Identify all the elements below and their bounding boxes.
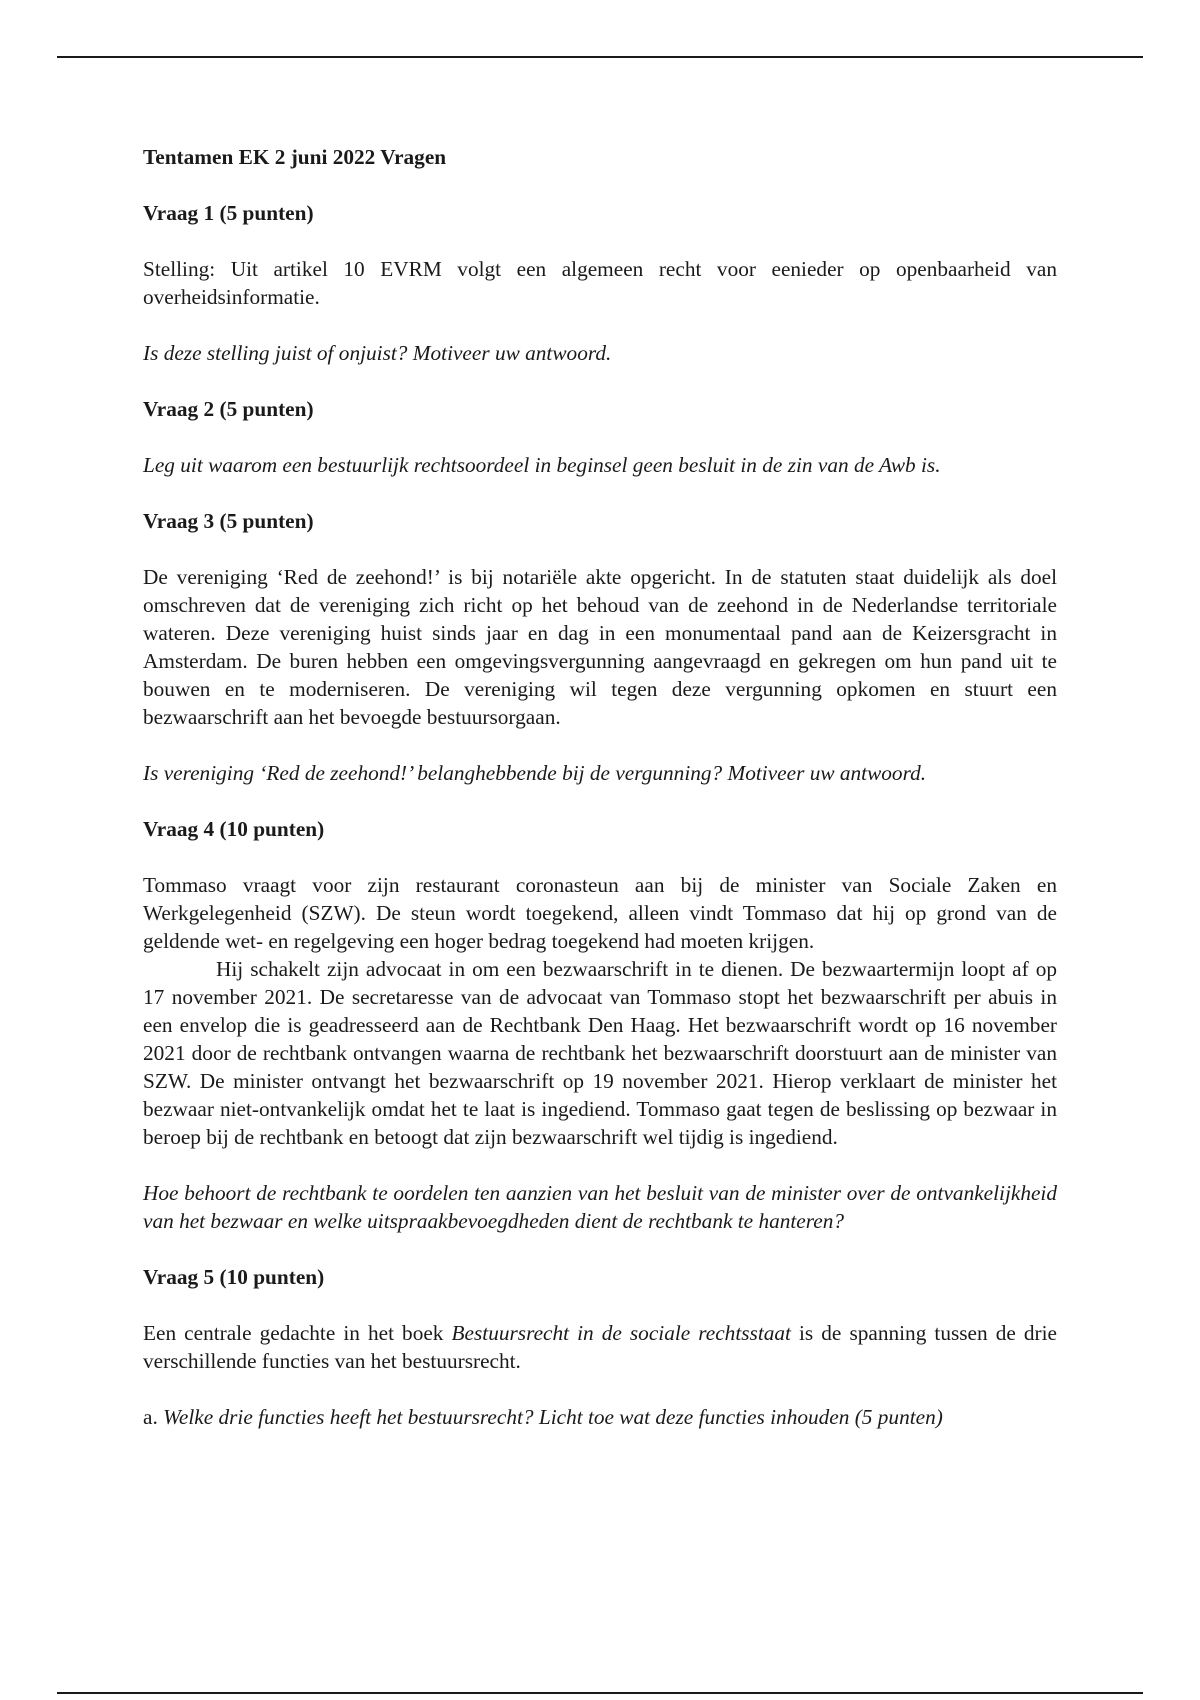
document-title: Tentamen EK 2 juni 2022 Vragen [143,145,447,169]
question-3-prompt: Is vereniging ‘Red de zeehond!’ belanghebbende bij de vergunning? Motiveer uw antwoord. [143,761,927,785]
bottom-rule [57,1692,1143,1694]
question-5-part-a: a. Welke drie functies heeft het bestuursrecht? Licht toe wat deze functies inhouden (5 punten) [143,1405,943,1429]
question-2-heading: Vraag 2 (5 punten) [143,397,314,421]
question-4-case-paragraph-1: Tommaso vraagt voor zijn restaurant coronasteun aan bij de minister van Sociale Zaken en Werkgelegenheid (SZW). De steun wordt toegekend, alleen vindt Tommaso dat hij op grond van de geldende wet- en regelgeving een hoger bedrag toegekend had moeten krijgen. [143,873,1057,953]
question-1-heading: Vraag 1 (5 punten) [143,201,314,225]
question-1-statement: Stelling: Uit artikel 10 EVRM volgt een algemeen recht voor eenieder op openbaarheid van overheidsinformatie. [143,257,1057,309]
question-3-case: De vereniging ‘Red de zeehond!’ is bij notariële akte opgericht. In de statuten staat duidelijk als doel omschreven dat de vereniging zich richt op het behoud van de zeehond in de Nederlandse territoriale wateren. Deze vereniging huist sinds jaar en dag in een monumentaal pand aan de Keizersgracht in Amsterdam. De buren hebben een omgevingsvergunning aangevraagd en gekregen om hun pand uit te bouwen en te moderniseren. De vereniging wil tegen deze vergunning opkomen en stuurt een bezwaarschrift aan het bevoegde bestuursorgaan. [143,565,1057,729]
question-2-prompt: Leg uit waarom een bestuurlijk rechtsoordeel in beginsel geen besluit in de zin van de Awb is. [143,453,941,477]
question-5-heading: Vraag 5 (10 punten) [143,1265,325,1289]
question-4-case-paragraph-2: Hij schakelt zijn advocaat in om een bezwaarschrift in te dienen. De bezwaartermijn loopt af op 17 november 2021. De secretaresse van de advocaat van Tommaso stopt het bezwaarschrift per abuis in een envelop die is geadresseerd aan de Rechtbank Den Haag. Het bezwaarschrift wordt op 16 november 2021 door de rechtbank ontvangen waarna de rechtbank het bezwaarschrift doorstuurt aan de minister van SZW. De minister ontvangt het bezwaarschrift op 19 november 2021. Hierop verklaart de minister het bezwaar niet-ontvankelijk omdat het te laat is ingediend. Tommaso gaat tegen de beslissing op bezwaar in beroep bij de rechtbank en betoogt dat zijn bezwaarschrift wel tijdig is ingediend. [143,957,1057,1149]
question-4-heading: Vraag 4 (10 punten) [143,817,325,841]
book-title: Bestuursrecht in de sociale rechtsstaat [451,1321,791,1345]
question-1-prompt: Is deze stelling juist of onjuist? Motiveer uw antwoord. [143,341,612,365]
top-rule [57,56,1143,58]
question-4-prompt: Hoe behoort de rechtbank te oordelen ten aanzien van het besluit van de minister over de ontvankelijkheid van het bezwaar en welke uitspraakbevoegdheden dient de rechtbank te hanteren? [143,1181,1057,1233]
document-page [143,143,1057,1431]
question-3-heading: Vraag 3 (5 punten) [143,509,314,533]
question-5-intro: Een centrale gedachte in het boek Bestuursrecht in de sociale rechtsstaat is de spanning tussen de drie verschillende functies van het bestuursrecht. [143,1321,1057,1373]
